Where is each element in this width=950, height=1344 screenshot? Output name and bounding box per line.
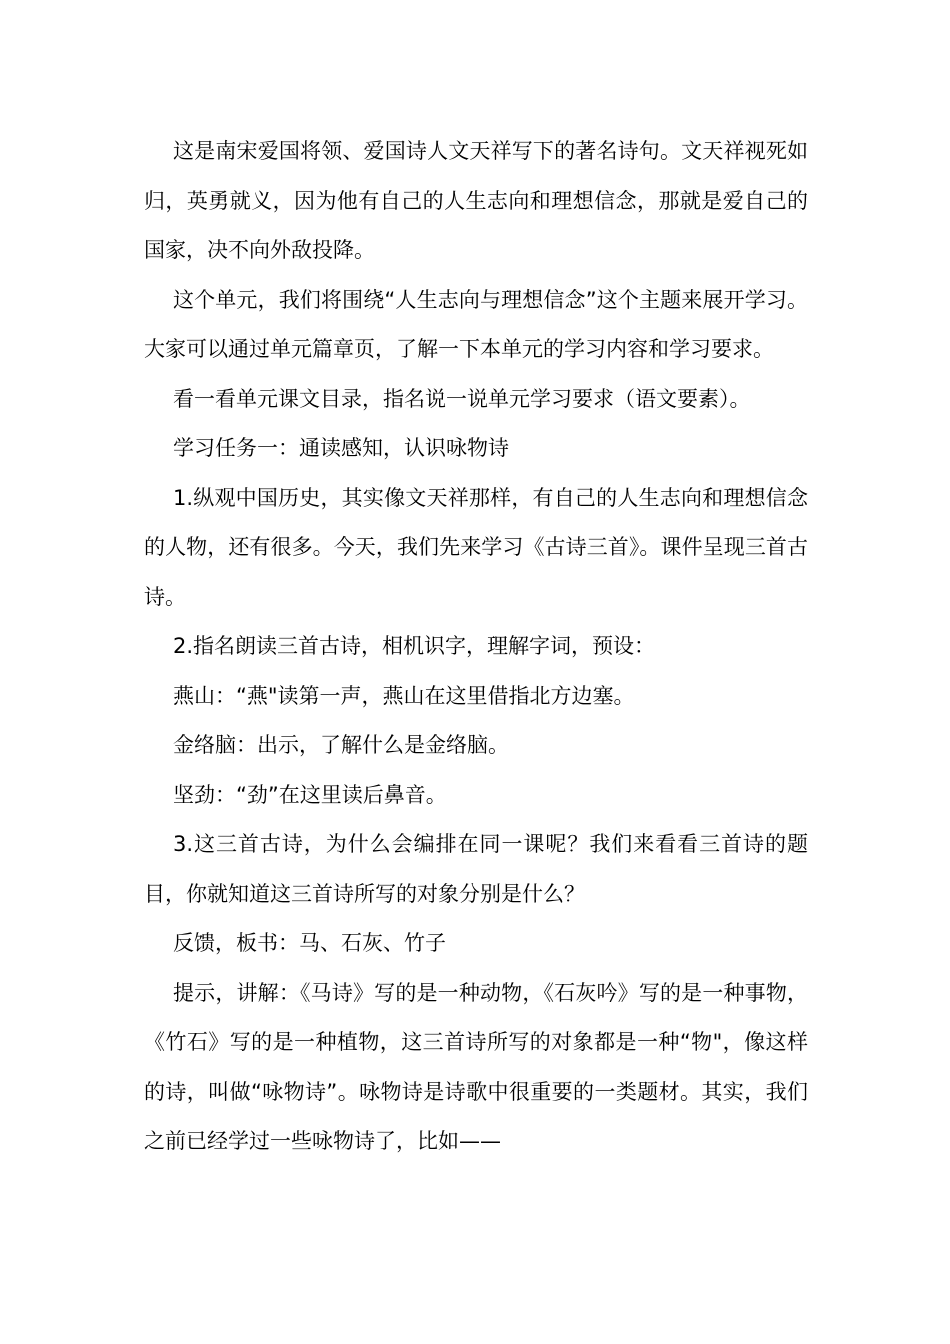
paragraph-explanation: 提示，讲解：《马诗》写的是一种动物，《石灰吟》写的是一种事物，《竹石》写的是一种植物，这三首诗所写的对象都是一种“物"，像这样的诗，叫做“咏物诗”。咏物诗是诗歌中很重要的一类题材。其实，我们之前已经学过一些咏物诗了，比如—— bbox=[144, 980, 808, 1153]
paragraph-step-2: 2.指名朗读三首古诗，相机识字，理解字词，预设： bbox=[173, 634, 656, 658]
paragraph-task-one-heading: 学习任务一：通读感知，认识咏物诗 bbox=[173, 436, 509, 460]
paragraph-unit-theme: 这个单元，我们将围绕“人生志向与理想信念”这个主题来展开学习。大家可以通过单元篇章页，了解一下本单元的学习内容和学习要求。 bbox=[144, 287, 808, 361]
document-page bbox=[144, 127, 808, 1167]
paragraph-note-jianjin: 坚劲：“劲”在这里读后鼻音。 bbox=[173, 782, 447, 807]
paragraph-feedback-board: 反馈，板书：马、石灰、竹子 bbox=[173, 931, 446, 955]
paragraph-step-3: 3.这三首古诗，为什么会编排在同一课呢？我们来看看三首诗的题目，你就知道这三首诗所写的对象分别是什么？ bbox=[144, 832, 808, 906]
paragraph-intro-poem: 这是南宋爱国将领、爱国诗人文天祥写下的著名诗句。文天祥视死如归，英勇就义，因为他有自己的人生志向和理想信念，那就是爱自己的国家，决不向外敌投降。 bbox=[144, 139, 808, 262]
paragraph-step-1: 1.纵观中国历史，其实像文天祥那样，有自己的人生志向和理想信念的人物，还有很多。今天，我们先来学习《古诗三首》。课件呈现三首古诗。 bbox=[144, 485, 808, 609]
paragraph-note-yanshan: 燕山：“燕"读第一声，燕山在这里借指北方边塞。 bbox=[173, 683, 635, 708]
paragraph-unit-requirements: 看一看单元课文目录，指名说一说单元学习要求（语文要素）。 bbox=[173, 386, 751, 411]
paragraph-note-jinluonao: 金络脑：出示，了解什么是金络脑。 bbox=[173, 733, 509, 757]
